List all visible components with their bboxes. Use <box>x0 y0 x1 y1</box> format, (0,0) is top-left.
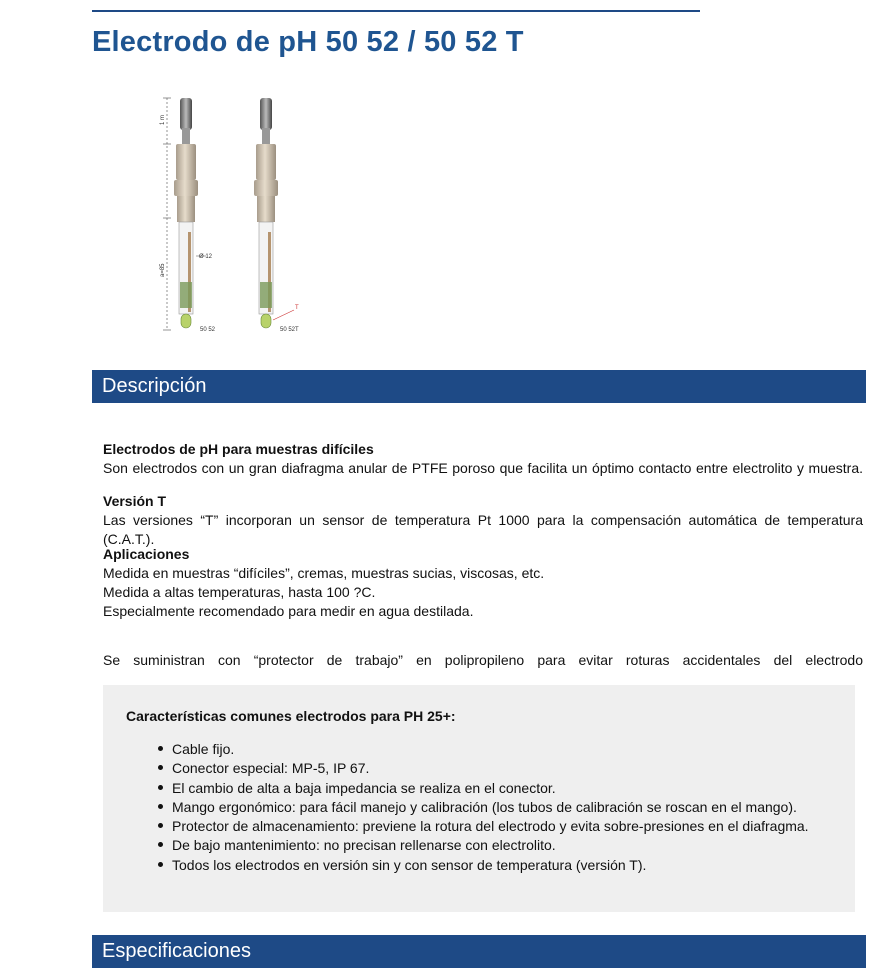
version-block <box>103 492 863 549</box>
length-label: a=85 <box>160 263 166 277</box>
applications-block <box>103 545 863 621</box>
feature-item: Cable fijo. <box>158 740 809 759</box>
top-divider <box>92 10 700 12</box>
electrode-5052t <box>254 98 294 328</box>
model-5052t-label: 50 52T <box>280 327 299 333</box>
electrode-5052 <box>174 98 206 328</box>
version-text: Las versiones “T” incorporan un sensor de temperatura Pt 1000 para la compensación automática de temperatura (C.A.T.). <box>103 512 863 547</box>
section-header-description: Descripción <box>92 370 866 403</box>
section-header-specifications: Especificaciones <box>92 935 866 968</box>
cable-length-label: 1 m <box>160 114 166 125</box>
feature-item: Mango ergonómico: para fácil manejo y calibración (los tubos de calibración se roscan en el mango). <box>158 798 809 817</box>
model-5052-label: 50 52 <box>200 327 216 333</box>
application-line: Medida en muestras “difíciles”, cremas, muestras sucias, viscosas, etc. <box>103 565 545 581</box>
application-line: Especialmente recomendado para medir en agua destilada. <box>103 603 474 619</box>
features-list <box>158 740 809 875</box>
supply-text: Se suministran con “protector de trabajo” en polipropileno para evitar roturas accidentales del electrodo <box>103 652 863 668</box>
version-heading: Versión T <box>103 493 167 509</box>
temperature-marker: T <box>295 305 299 311</box>
feature-item: Protector de almacenamiento: previene la rotura del electrodo y evita sobre-presiones en el diafragma. <box>158 817 809 836</box>
page-title: Electrodo de pH 50 52 / 50 52 T <box>92 26 524 58</box>
electrode-diagram <box>150 92 320 342</box>
features-title: Características comunes electrodos para PH 25+: <box>126 708 456 724</box>
applications-heading: Aplicaciones <box>103 546 190 562</box>
supply-block <box>103 651 863 670</box>
intro-heading: Electrodos de pH para muestras difíciles <box>103 441 374 457</box>
feature-item: Conector especial: MP-5, IP 67. <box>158 759 809 778</box>
feature-item: El cambio de alta a baja impedancia se realiza en el conector. <box>158 779 809 798</box>
application-line: Medida a altas temperaturas, hasta 100 ?C. <box>103 584 376 600</box>
feature-item: De bajo mantenimiento: no precisan rellenarse con electrolito. <box>158 836 809 855</box>
feature-item: Todos los electrodos en versión sin y con sensor de temperatura (versión T). <box>158 856 809 875</box>
features-box <box>103 685 855 912</box>
diameter-label: Ø 12 <box>199 254 213 260</box>
intro-text: Son electrodos con un gran diafragma anular de PTFE poroso que facilita un óptimo contacto entre electrolito y muestra. <box>103 460 863 476</box>
intro-block <box>103 440 863 478</box>
